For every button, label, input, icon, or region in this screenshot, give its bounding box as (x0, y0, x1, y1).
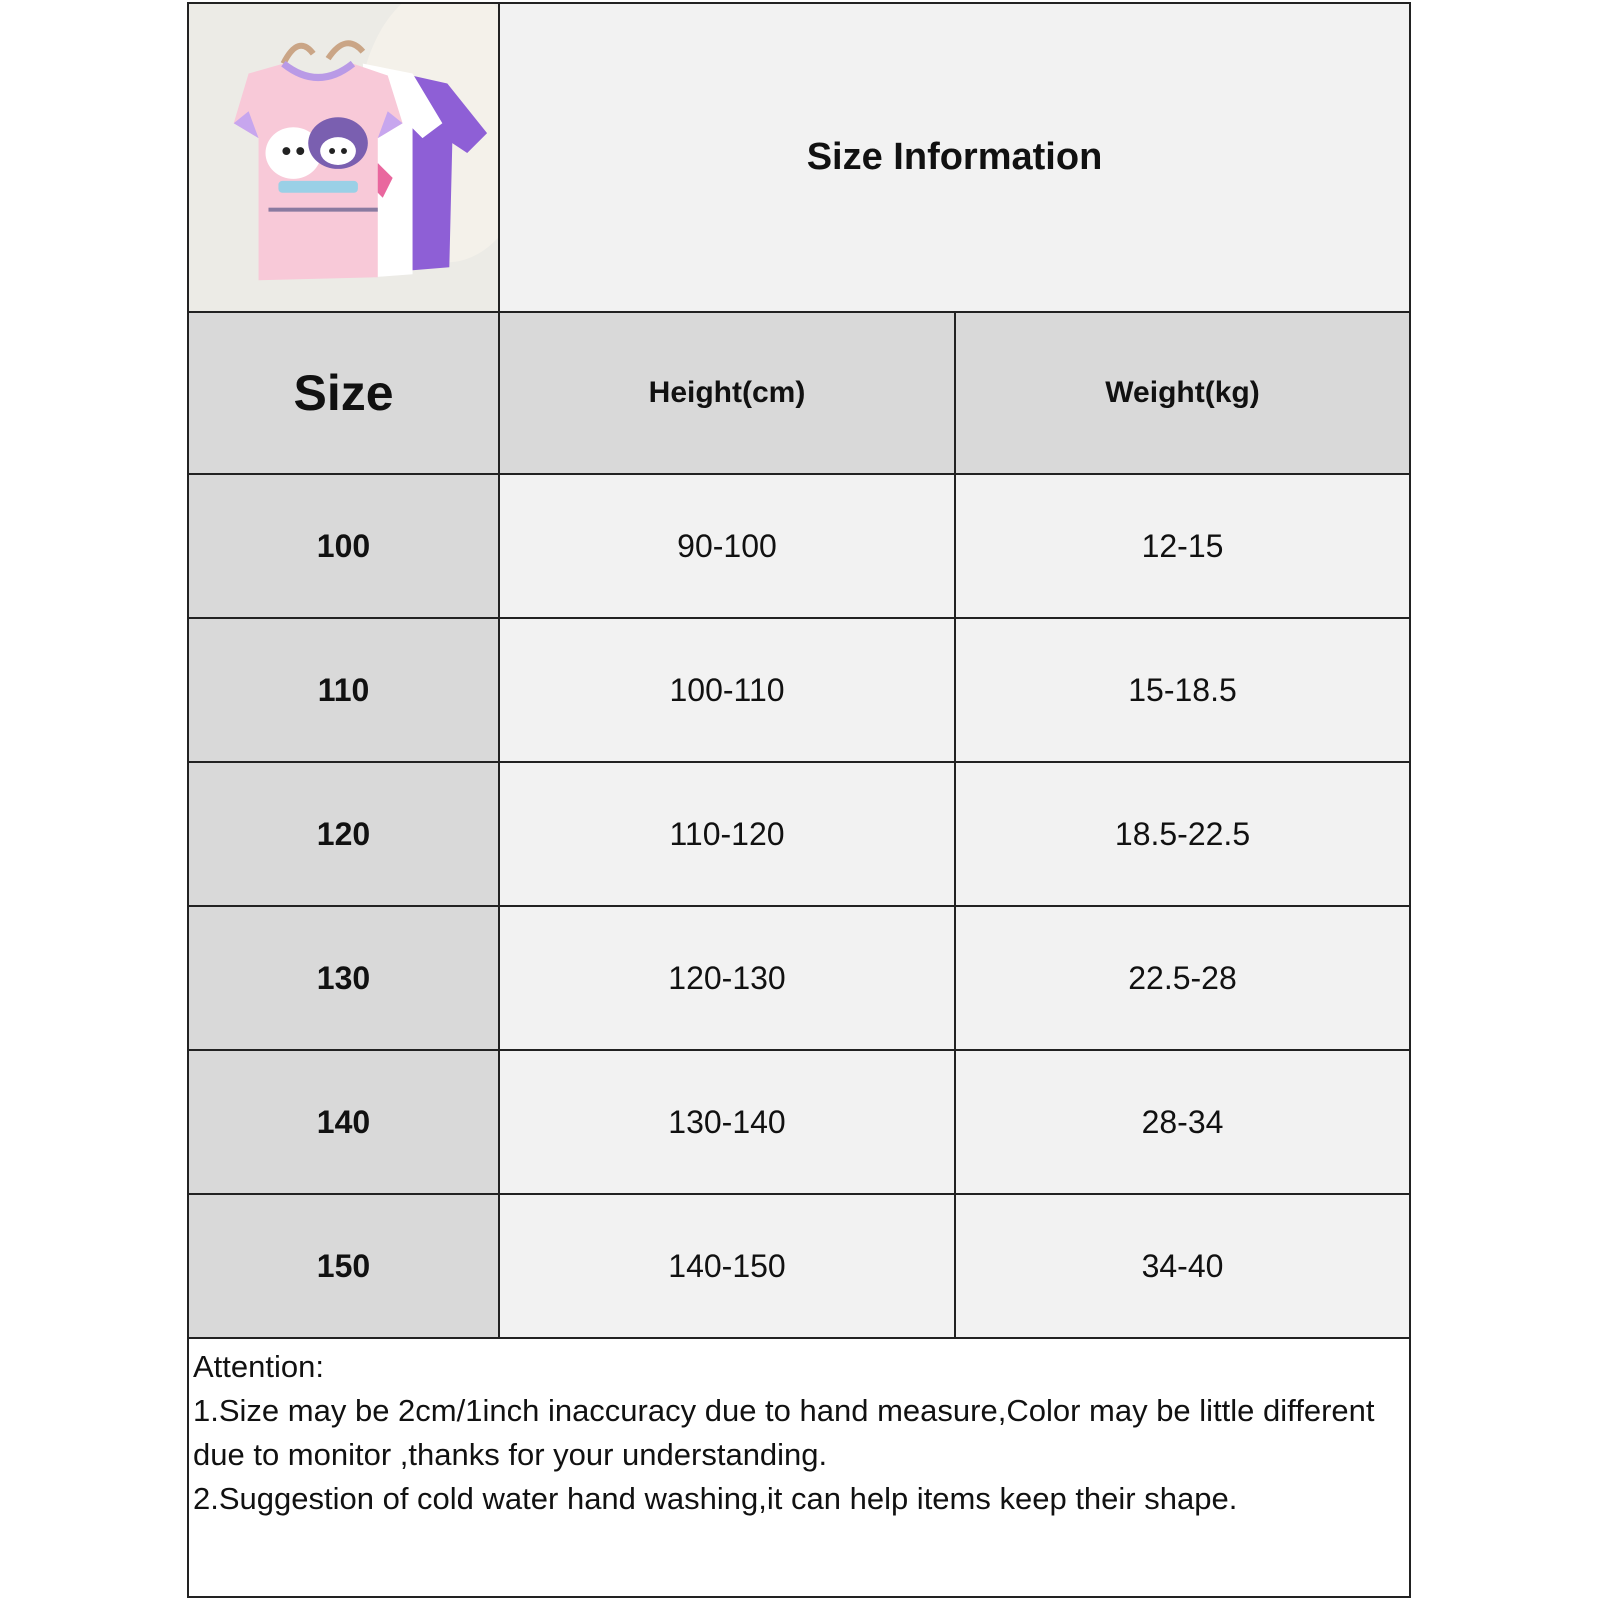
size-table (189, 313, 1409, 1339)
weight-cell: 18.5-22.5 (956, 763, 1409, 905)
size-cell: 140 (189, 1051, 500, 1193)
table-row (189, 475, 1409, 619)
size-cell: 120 (189, 763, 500, 905)
header-weight: Weight(kg) (956, 313, 1409, 473)
note-line-1: 1.Size may be 2cm/1inch inaccuracy due to hand measure,Color may be little different due to monitor ,thanks for your understanding. (193, 1393, 1384, 1472)
size-cell: 110 (189, 619, 500, 761)
weight-cell: 28-34 (956, 1051, 1409, 1193)
table-header-row (189, 313, 1409, 475)
size-cell: 150 (189, 1195, 500, 1337)
page-title: Size Information (806, 136, 1103, 178)
product-photo (189, 4, 500, 313)
note-line-2: 2.Suggestion of cold water hand washing,it can help items keep their shape. (193, 1481, 1238, 1516)
size-cell: 130 (189, 907, 500, 1049)
weight-cell: 22.5-28 (956, 907, 1409, 1049)
height-cell: 110-120 (500, 763, 956, 905)
size-cell: 100 (189, 475, 500, 617)
table-row (189, 907, 1409, 1051)
weight-cell: 12-15 (956, 475, 1409, 617)
attention-notes (193, 1345, 1393, 1521)
header-height: Height(cm) (500, 313, 956, 473)
table-row (189, 1051, 1409, 1195)
weight-cell: 34-40 (956, 1195, 1409, 1337)
table-row (189, 619, 1409, 763)
header-size: Size (189, 313, 500, 473)
size-chart-sheet (187, 2, 1411, 1598)
title-cell (500, 4, 1409, 313)
height-cell: 100-110 (500, 619, 956, 761)
height-cell: 130-140 (500, 1051, 956, 1193)
notes-heading: Attention: (193, 1349, 324, 1384)
table-row (189, 763, 1409, 907)
kids-tshirt-photo-icon (189, 4, 498, 311)
height-cell: 90-100 (500, 475, 956, 617)
weight-cell: 15-18.5 (956, 619, 1409, 761)
height-cell: 120-130 (500, 907, 956, 1049)
height-cell: 140-150 (500, 1195, 956, 1337)
table-row (189, 1195, 1409, 1339)
